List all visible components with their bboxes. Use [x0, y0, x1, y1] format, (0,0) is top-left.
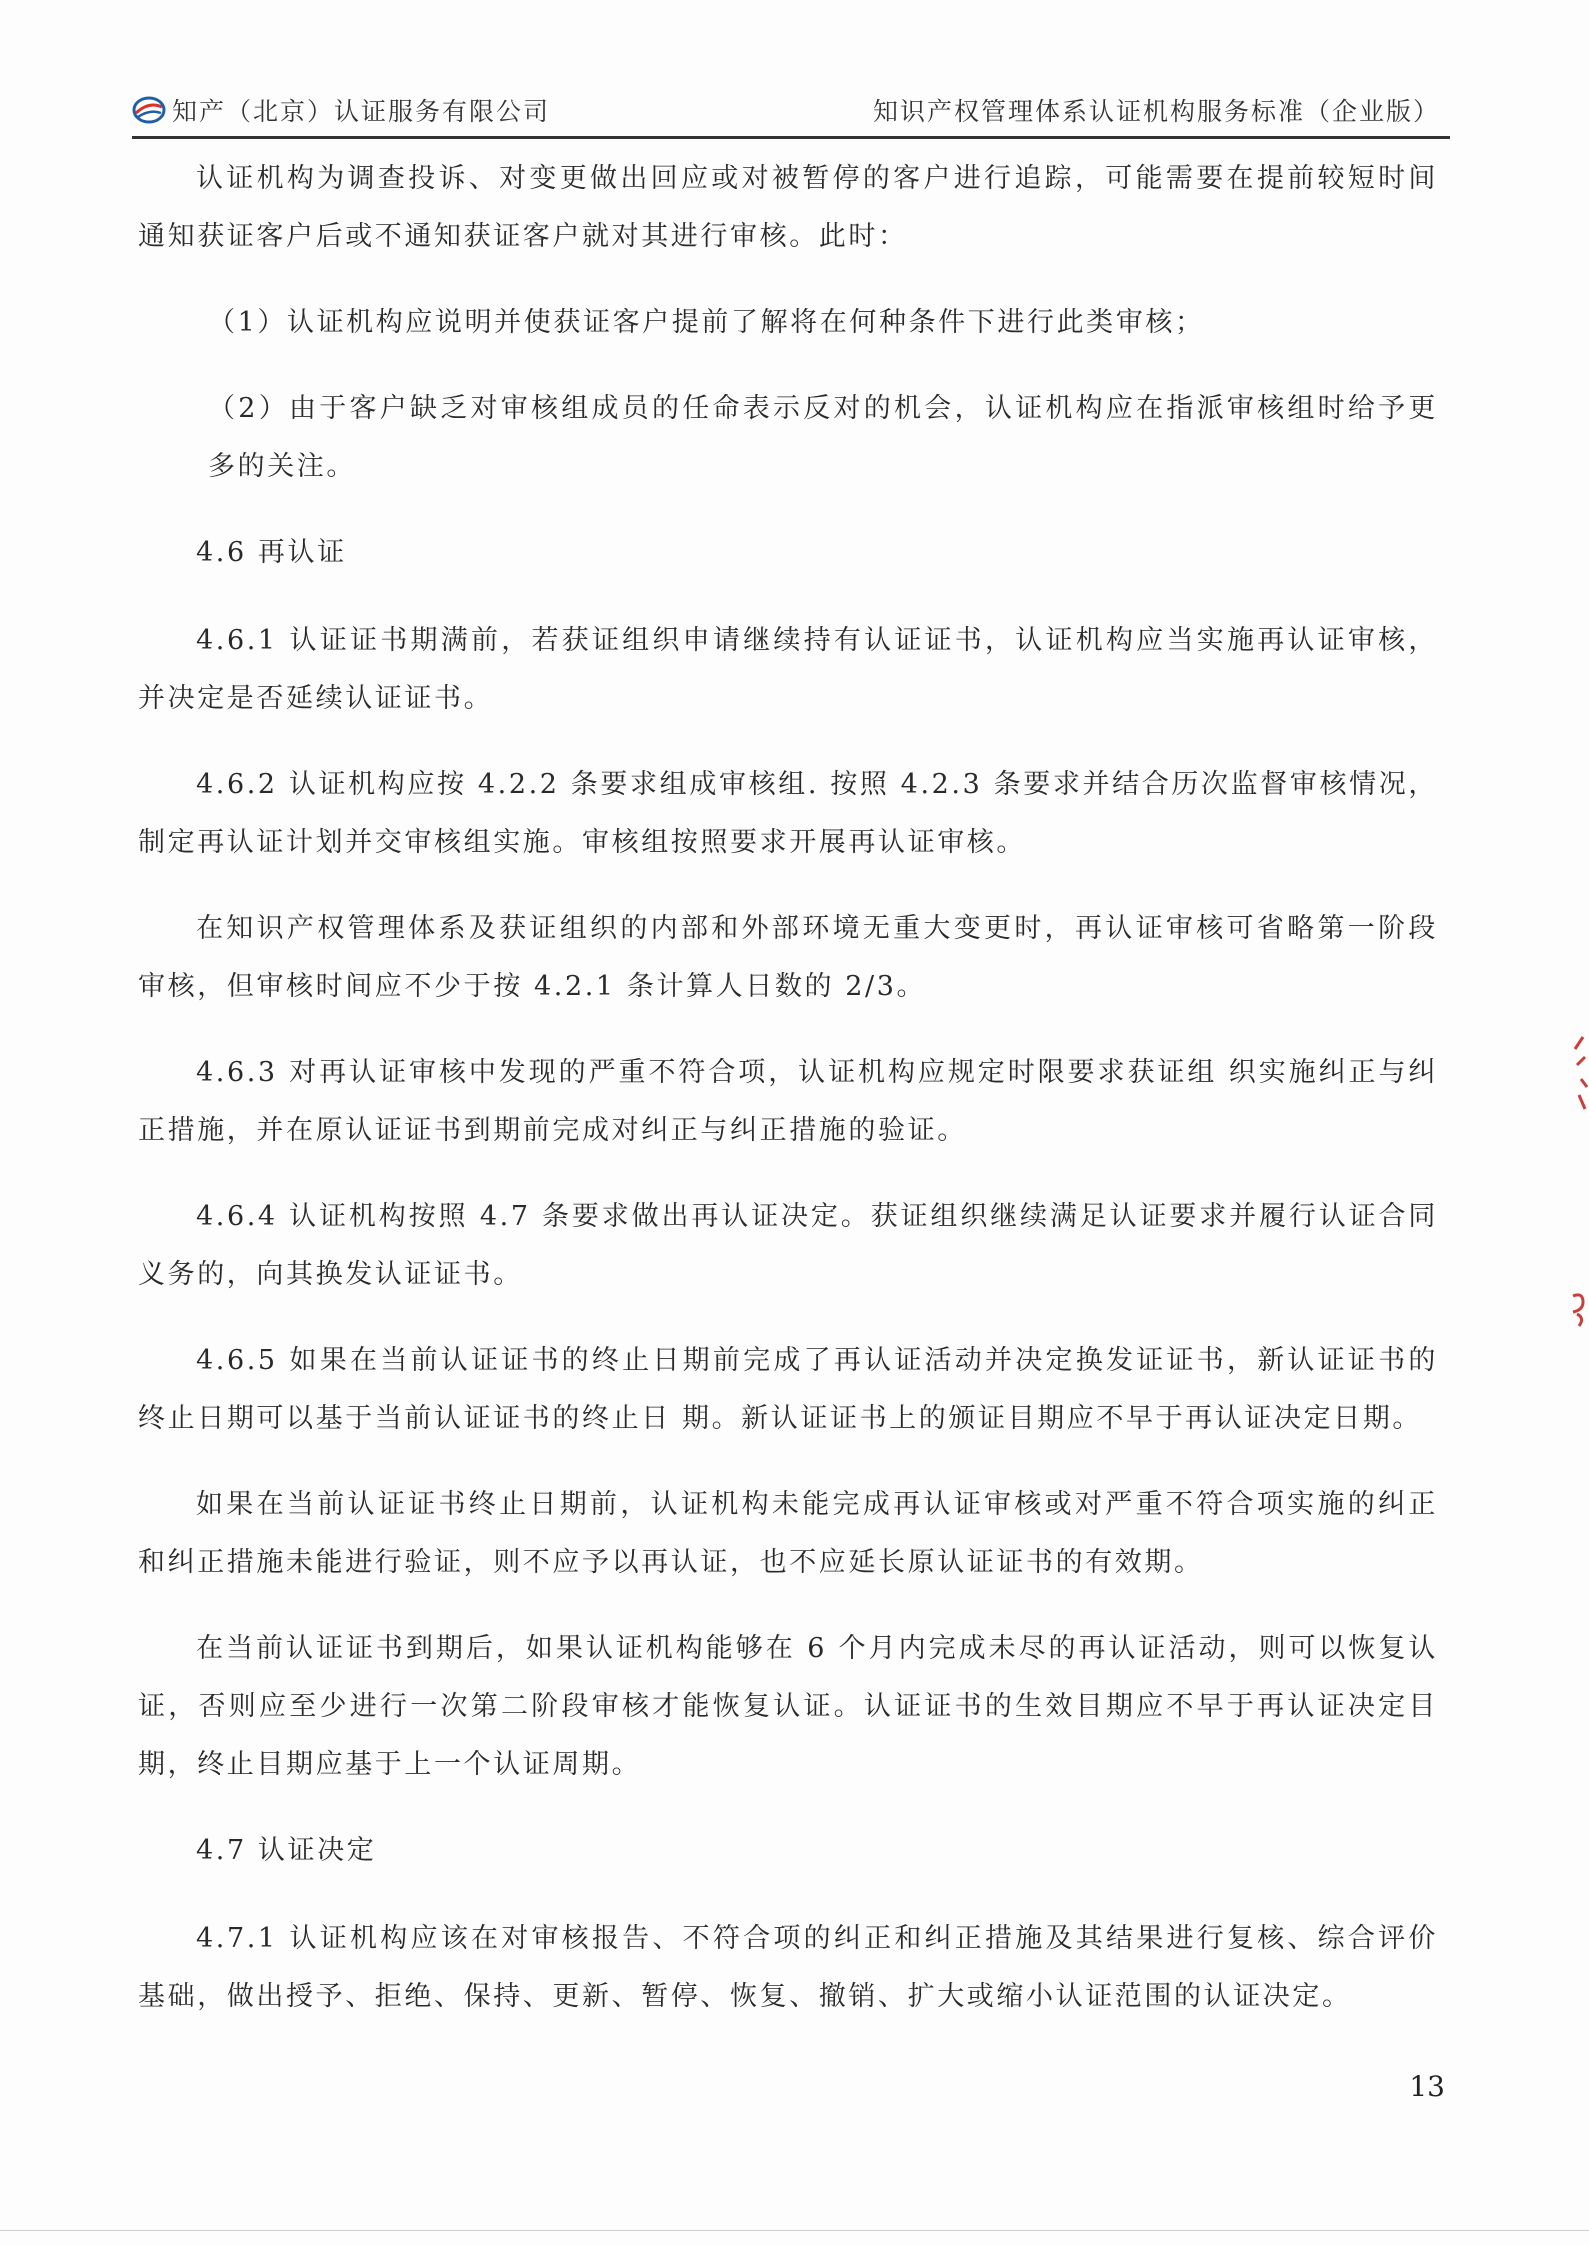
list-item: （1）认证机构应说明并使获证客户提前了解将在何种条件下进行此类审核；	[208, 307, 1205, 338]
seal-edge-mark-icon	[1565, 1290, 1589, 1330]
document-body	[138, 150, 1438, 2054]
page-header	[132, 88, 1450, 134]
paragraph: 4.6.4 认证机构按照 4.7 条要求做出再认证决定。获证组织继续满足认证要求并履行认证合同义务的，向其换发认证证书。	[138, 1201, 1438, 1290]
paragraph: 4.7.1 认证机构应该在对审核报告、不符合项的纠正和纠正措施及其结果进行复核、综合评价基础，做出授予、拒绝、保持、更新、暂停、恢复、撤销、扩大或缩小认证范围的认证决定。	[138, 1923, 1438, 2012]
header-company-name: 知产（北京）认证服务有限公司	[172, 97, 551, 126]
paragraph: 在知识产权管理体系及获证组织的内部和外部环境无重大变更时，再认证审核可省略第一阶段审核，但审核时间应不少于按 4.2.1 条计算人日数的 2/3。	[138, 913, 1438, 1002]
paragraph: 4.6.1 认证证书期满前，若获证组织申请继续持有认证证书，认证机构应当实施再认证审核，并决定是否延续认证证书。	[138, 625, 1438, 714]
list-item: （2）由于客户缺乏对审核组成员的任命表示反对的机会，认证机构应在指派审核组时给予更多的关注。	[208, 393, 1438, 482]
company-swoosh-icon	[132, 95, 166, 125]
section-heading: 4.7 认证决定	[196, 1835, 377, 1866]
paragraph: 4.6.5 如果在当前认证证书的终止日期前完成了再认证活动并决定换发证证书，新认证证书的终止日期可以基于当前认证证书的终止日 期。新认证证书上的颁证目期应不早于再认证决定日期。	[138, 1345, 1438, 1434]
header-divider	[132, 136, 1450, 139]
paragraph: 在当前认证证书到期后，如果认证机构能够在 6 个月内完成未尽的再认证活动，则可以恢复认证，否则应至少进行一次第二阶段审核才能恢复认证。认证证书的生效目期应不早于再认证决定目期，终止目期应基于上一个认证周期。	[138, 1633, 1438, 1780]
paragraph: 如果在当前认证证书终止日期前，认证机构未能完成再认证审核或对严重不符合项实施的纠正和纠正措施未能进行验证，则不应予以再认证，也不应延长原认证证书的有效期。	[138, 1489, 1438, 1578]
paragraph: 4.6.2 认证机构应按 4.2.2 条要求组成审核组. 按照 4.2.3 条要求并结合历次监督审核情况，制定再认证计划并交审核组实施。审核组按照要求开展再认证审核。	[138, 769, 1438, 858]
seal-edge-mark-icon	[1565, 1035, 1589, 1115]
header-document-title: 知识产权管理体系认证机构服务标准（企业版）	[872, 97, 1440, 126]
paragraph: 认证机构为调查投诉、对变更做出回应或对被暂停的客户进行追踪，可能需要在提前较短时间通知获证客户后或不通知获证客户就对其进行审核。此时：	[138, 163, 1438, 252]
page-number: 13	[1409, 2070, 1445, 2103]
paragraph: 4.6.3 对再认证审核中发现的严重不符合项，认证机构应规定时限要求获证组 织实施纠正与纠正措施，并在原认证证书到期前完成对纠正与纠正措施的验证。	[138, 1057, 1438, 1146]
section-heading: 4.6 再认证	[196, 537, 347, 568]
scan-bottom-edge	[0, 2230, 1589, 2231]
header-company	[132, 92, 550, 128]
